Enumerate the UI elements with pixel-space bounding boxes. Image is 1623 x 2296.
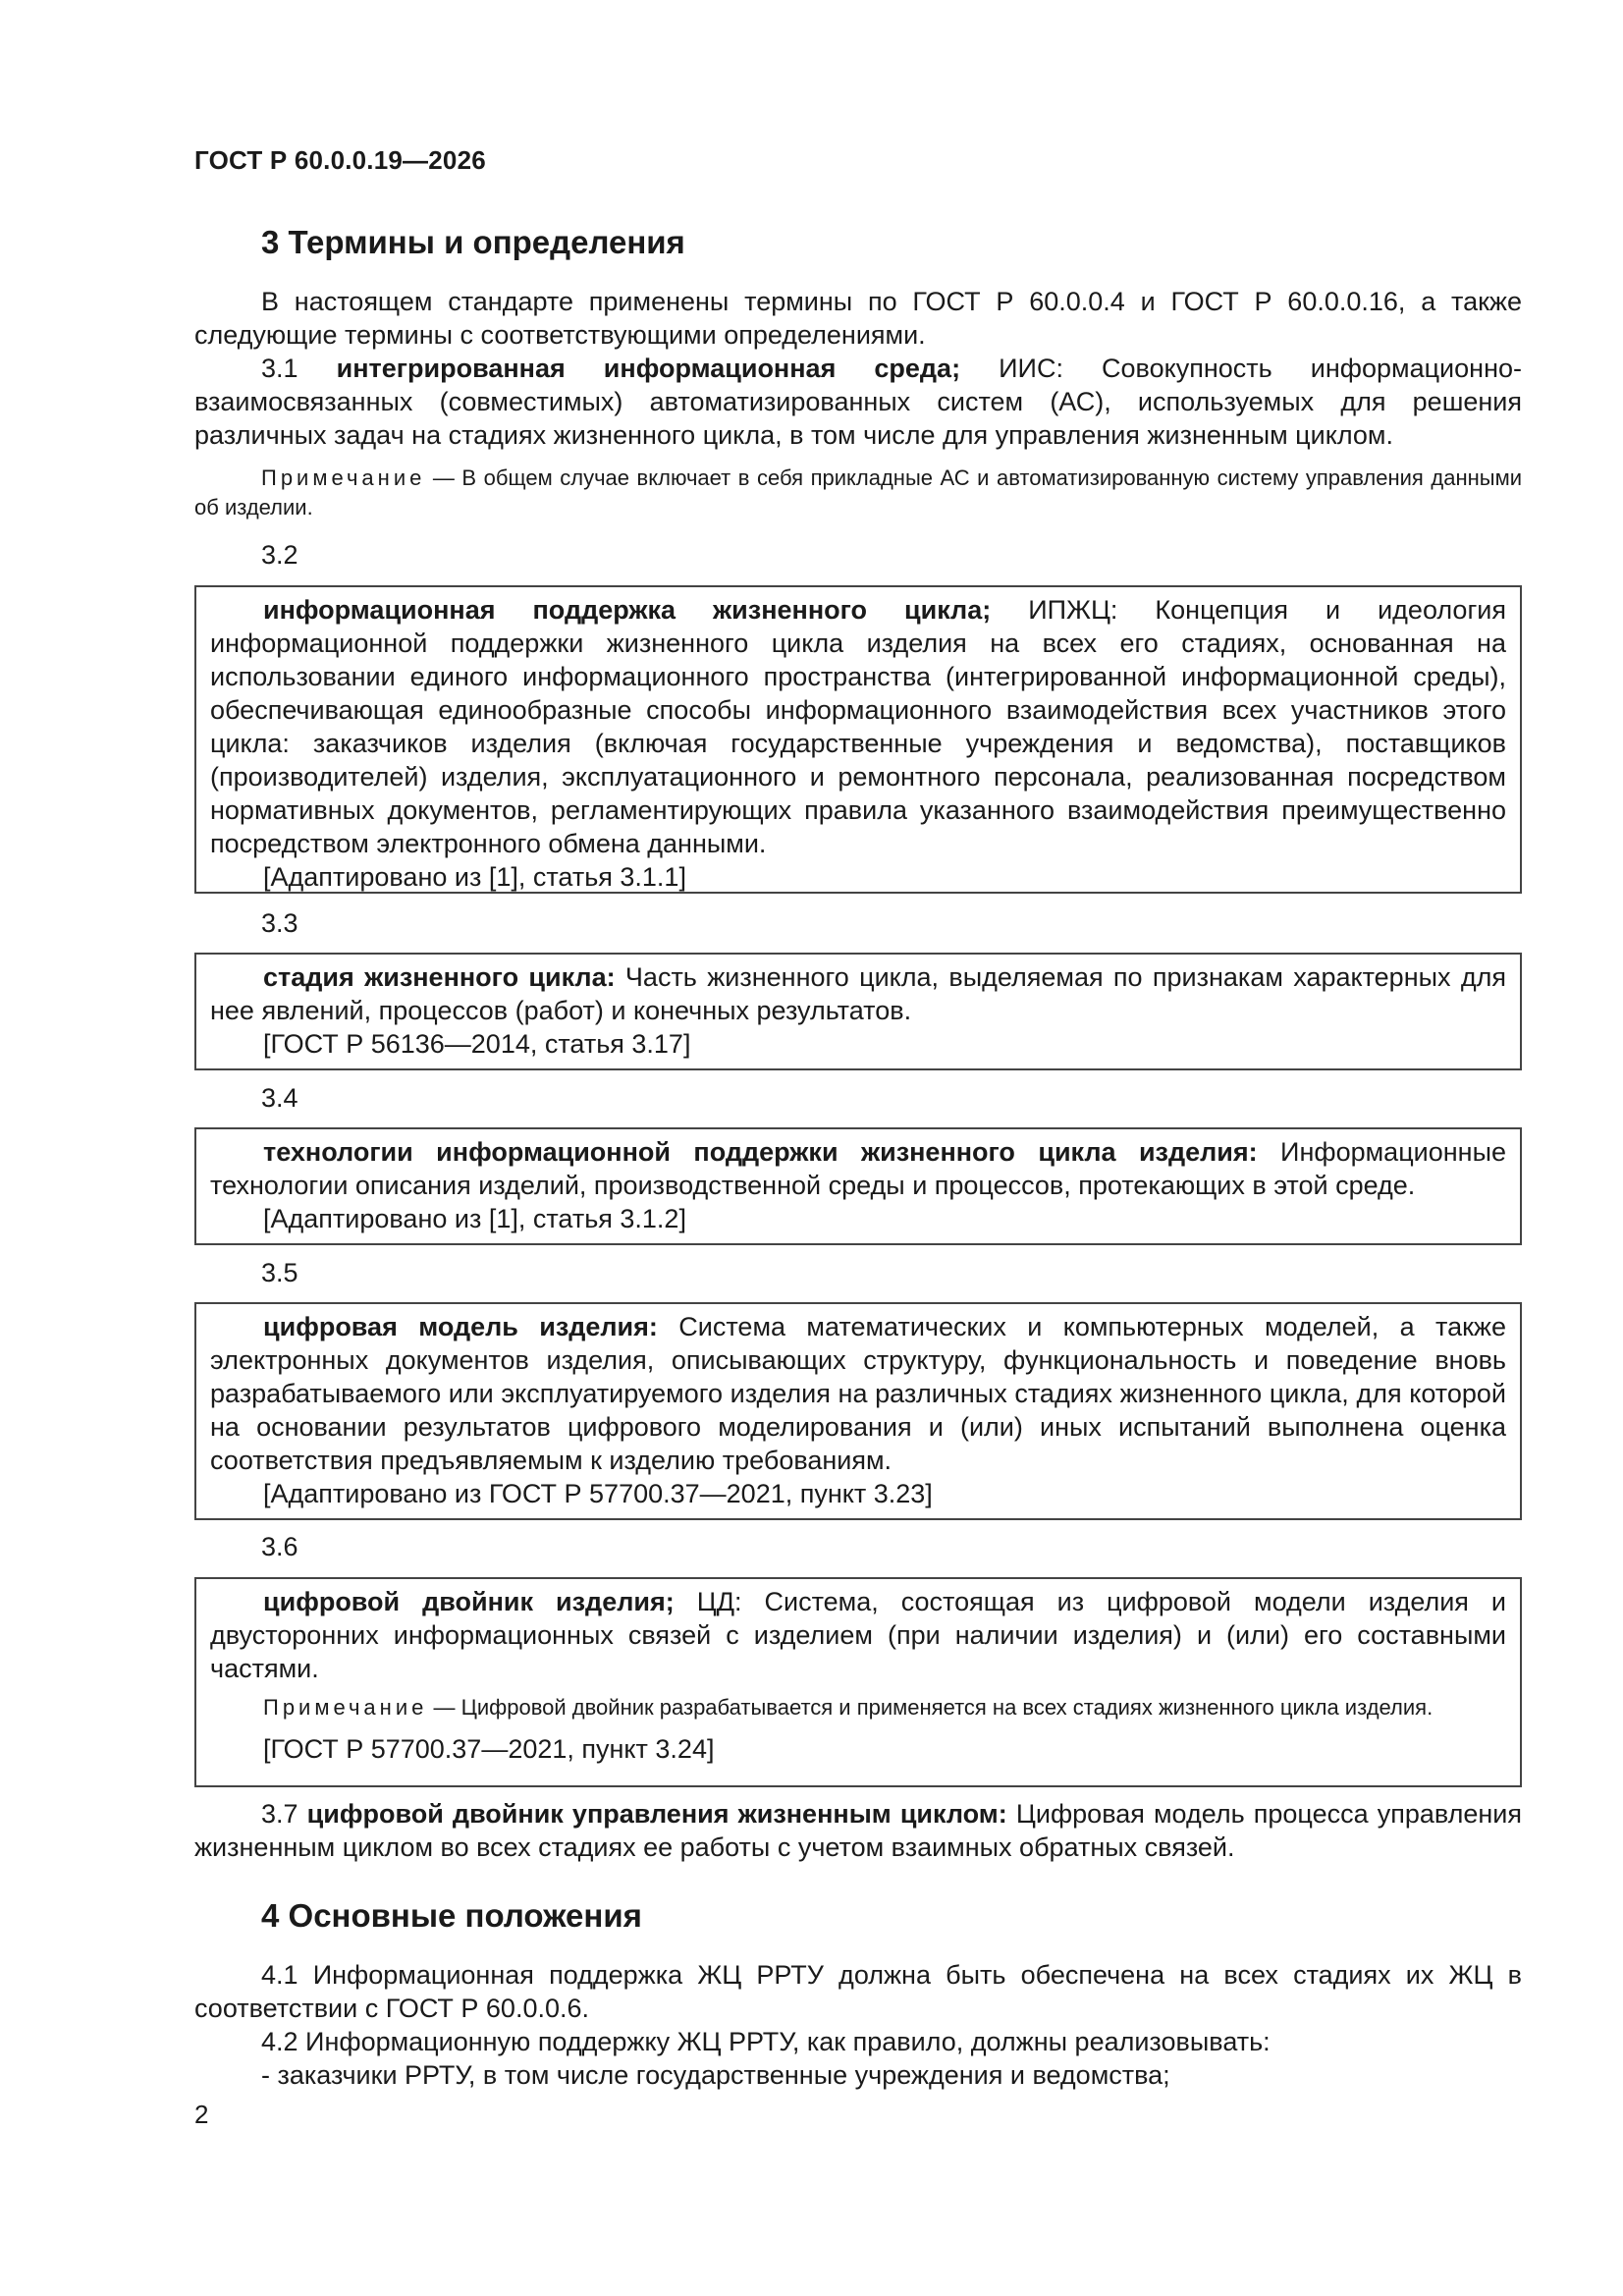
term-3-4-text: [210, 1135, 1506, 1202]
term-3-6-text: [210, 1585, 1506, 1685]
term-3-1-number: 3.1: [261, 354, 298, 383]
term-3-2-source: [Адаптировано из [1], статья 3.1.1]: [263, 862, 686, 892]
term-3-3-number: 3.3: [261, 908, 298, 938]
term-3-5-number: 3.5: [261, 1258, 298, 1287]
note-text: — Цифровой двойник разрабатывается и применяется на всех стадиях жизненного цикла изделия.: [427, 1695, 1434, 1720]
term-3-6-note: [210, 1693, 1506, 1722]
section-4-title: 4 Основные положения: [261, 1897, 642, 1934]
note-label: Примечание: [263, 1695, 428, 1720]
term-3-4-source: [Адаптировано из [1], статья 3.1.2]: [263, 1204, 686, 1233]
term-3-6-number: 3.6: [261, 1532, 298, 1561]
page-number: 2: [194, 2100, 209, 2129]
term-3-4-number: 3.4: [261, 1083, 298, 1113]
term-3-2-text: [210, 593, 1506, 860]
term-3-3-term: стадия жизненного цикла:: [263, 962, 616, 992]
term-3-5-text: [210, 1310, 1506, 1477]
term-3-7-number: 3.7: [261, 1799, 298, 1829]
section-3-title: 3 Термины и определения: [261, 224, 685, 260]
term-3-7-definition: Цифровая модель процесса управления жизненным циклом во всех стадиях ее работы с учетом взаимных обратных связей.: [194, 1799, 1522, 1862]
paragraph-4-1: 4.1 Информационная поддержка ЖЦ РРТУ должна быть обеспечена на всех стадиях их ЖЦ в соответствии с ГОСТ Р 60.0.0.6.: [194, 1960, 1522, 2023]
term-3-2-number: 3.2: [261, 540, 298, 570]
term-3-3-box: [194, 953, 1522, 1070]
term-3-6-definition: ЦД: Система, состоящая из цифровой модели изделия и двусторонних информационных связей с изделием (при наличии изделия) и (или) его составными частями.: [210, 1587, 1506, 1683]
term-3-3-definition: Часть жизненного цикла, выделяемая по признакам характерных для нее явлений, процессов (работ) и конечных результатов.: [210, 962, 1506, 1025]
term-3-4-term: технологии информационной поддержки жизненного цикла изделия:: [263, 1137, 1258, 1167]
term-3-5-box: [194, 1302, 1522, 1520]
note-label: Примечание: [261, 465, 426, 490]
term-3-7: [194, 1797, 1522, 1864]
term-3-5-definition: Система математических и компьютерных моделей, а также электронных документов изделия, описывающих структуру, функциональность и поведение вновь разрабатываемого или эксплуатируемого изделия на различных стадиях жизненного цикла, для которой на основании результатов цифрового моделирования и (или) иных испытаний выполнена оценка соответствия предъявляемым к изделию требованиям.: [210, 1312, 1506, 1475]
term-3-5-term: цифровая модель изделия:: [263, 1312, 658, 1341]
list-item: - заказчики РРТУ, в том числе государственные учреждения и ведомства;: [261, 2060, 1170, 2090]
term-3-7-term: цифровой двойник управления жизненным циклом:: [306, 1799, 1007, 1829]
term-3-2-box: [194, 585, 1522, 894]
paragraph-4-2: 4.2 Информационную поддержку ЖЦ РРТУ, как правило, должны реализовывать:: [261, 2027, 1271, 2056]
term-3-4-box: [194, 1127, 1522, 1245]
term-3-6-box: [194, 1577, 1522, 1787]
term-3-3-text: [210, 960, 1506, 1027]
term-3-6-source: [ГОСТ Р 57700.37—2021, пункт 3.24]: [263, 1734, 715, 1764]
note-text: — В общем случае включает в себя прикладные АС и автоматизированную систему управления данными об изделии.: [194, 465, 1522, 519]
term-3-1-term: интегрированная информационная среда;: [336, 354, 961, 383]
term-3-1-definition: ИИС: Совокупность информационно-взаимосвязанных (совместимых) автоматизированных систем (АС), используемых для решения различных задач на стадиях жизненного цикла, в том числе для управления жизненным циклом.: [194, 354, 1522, 450]
document-code-header: ГОСТ Р 60.0.0.19—2026: [194, 145, 486, 175]
term-3-1: [194, 352, 1522, 452]
term-3-2-term: информационная поддержка жизненного цикла;: [263, 595, 992, 625]
term-3-3-source: [ГОСТ Р 56136—2014, статья 3.17]: [263, 1029, 691, 1059]
term-3-4-definition: Информационные технологии описания изделий, производственной среды и процессов, протекающих в этой среде.: [210, 1137, 1506, 1200]
term-3-2-definition: ИПЖЦ: Концепция и идеология информационной поддержки жизненного цикла изделия на всех его стадиях, основанная на использовании единого информационного пространства (интегрированной информационной среды), обеспечивающая единообразные способы информационного взаимодействия всех участников этого цикла: заказчиков изделия (включая государственные учреждения и ведомства), поставщиков (производителей) изделия, эксплуатационного и ремонтного персонала, реализованная посредством нормативных документов, регламентирующих правила указанного взаимодействия преимущественно посредством электронного обмена данными.: [210, 595, 1506, 858]
section-3-intro: В настоящем стандарте применены термины по ГОСТ Р 60.0.0.4 и ГОСТ Р 60.0.0.16, а также следующие термины с соответствующими определениями.: [194, 287, 1522, 350]
term-3-5-source: [Адаптировано из ГОСТ Р 57700.37—2021, пункт 3.23]: [263, 1479, 933, 1508]
term-3-1-note: [194, 464, 1522, 522]
term-3-6-term: цифровой двойник изделия;: [263, 1587, 675, 1616]
